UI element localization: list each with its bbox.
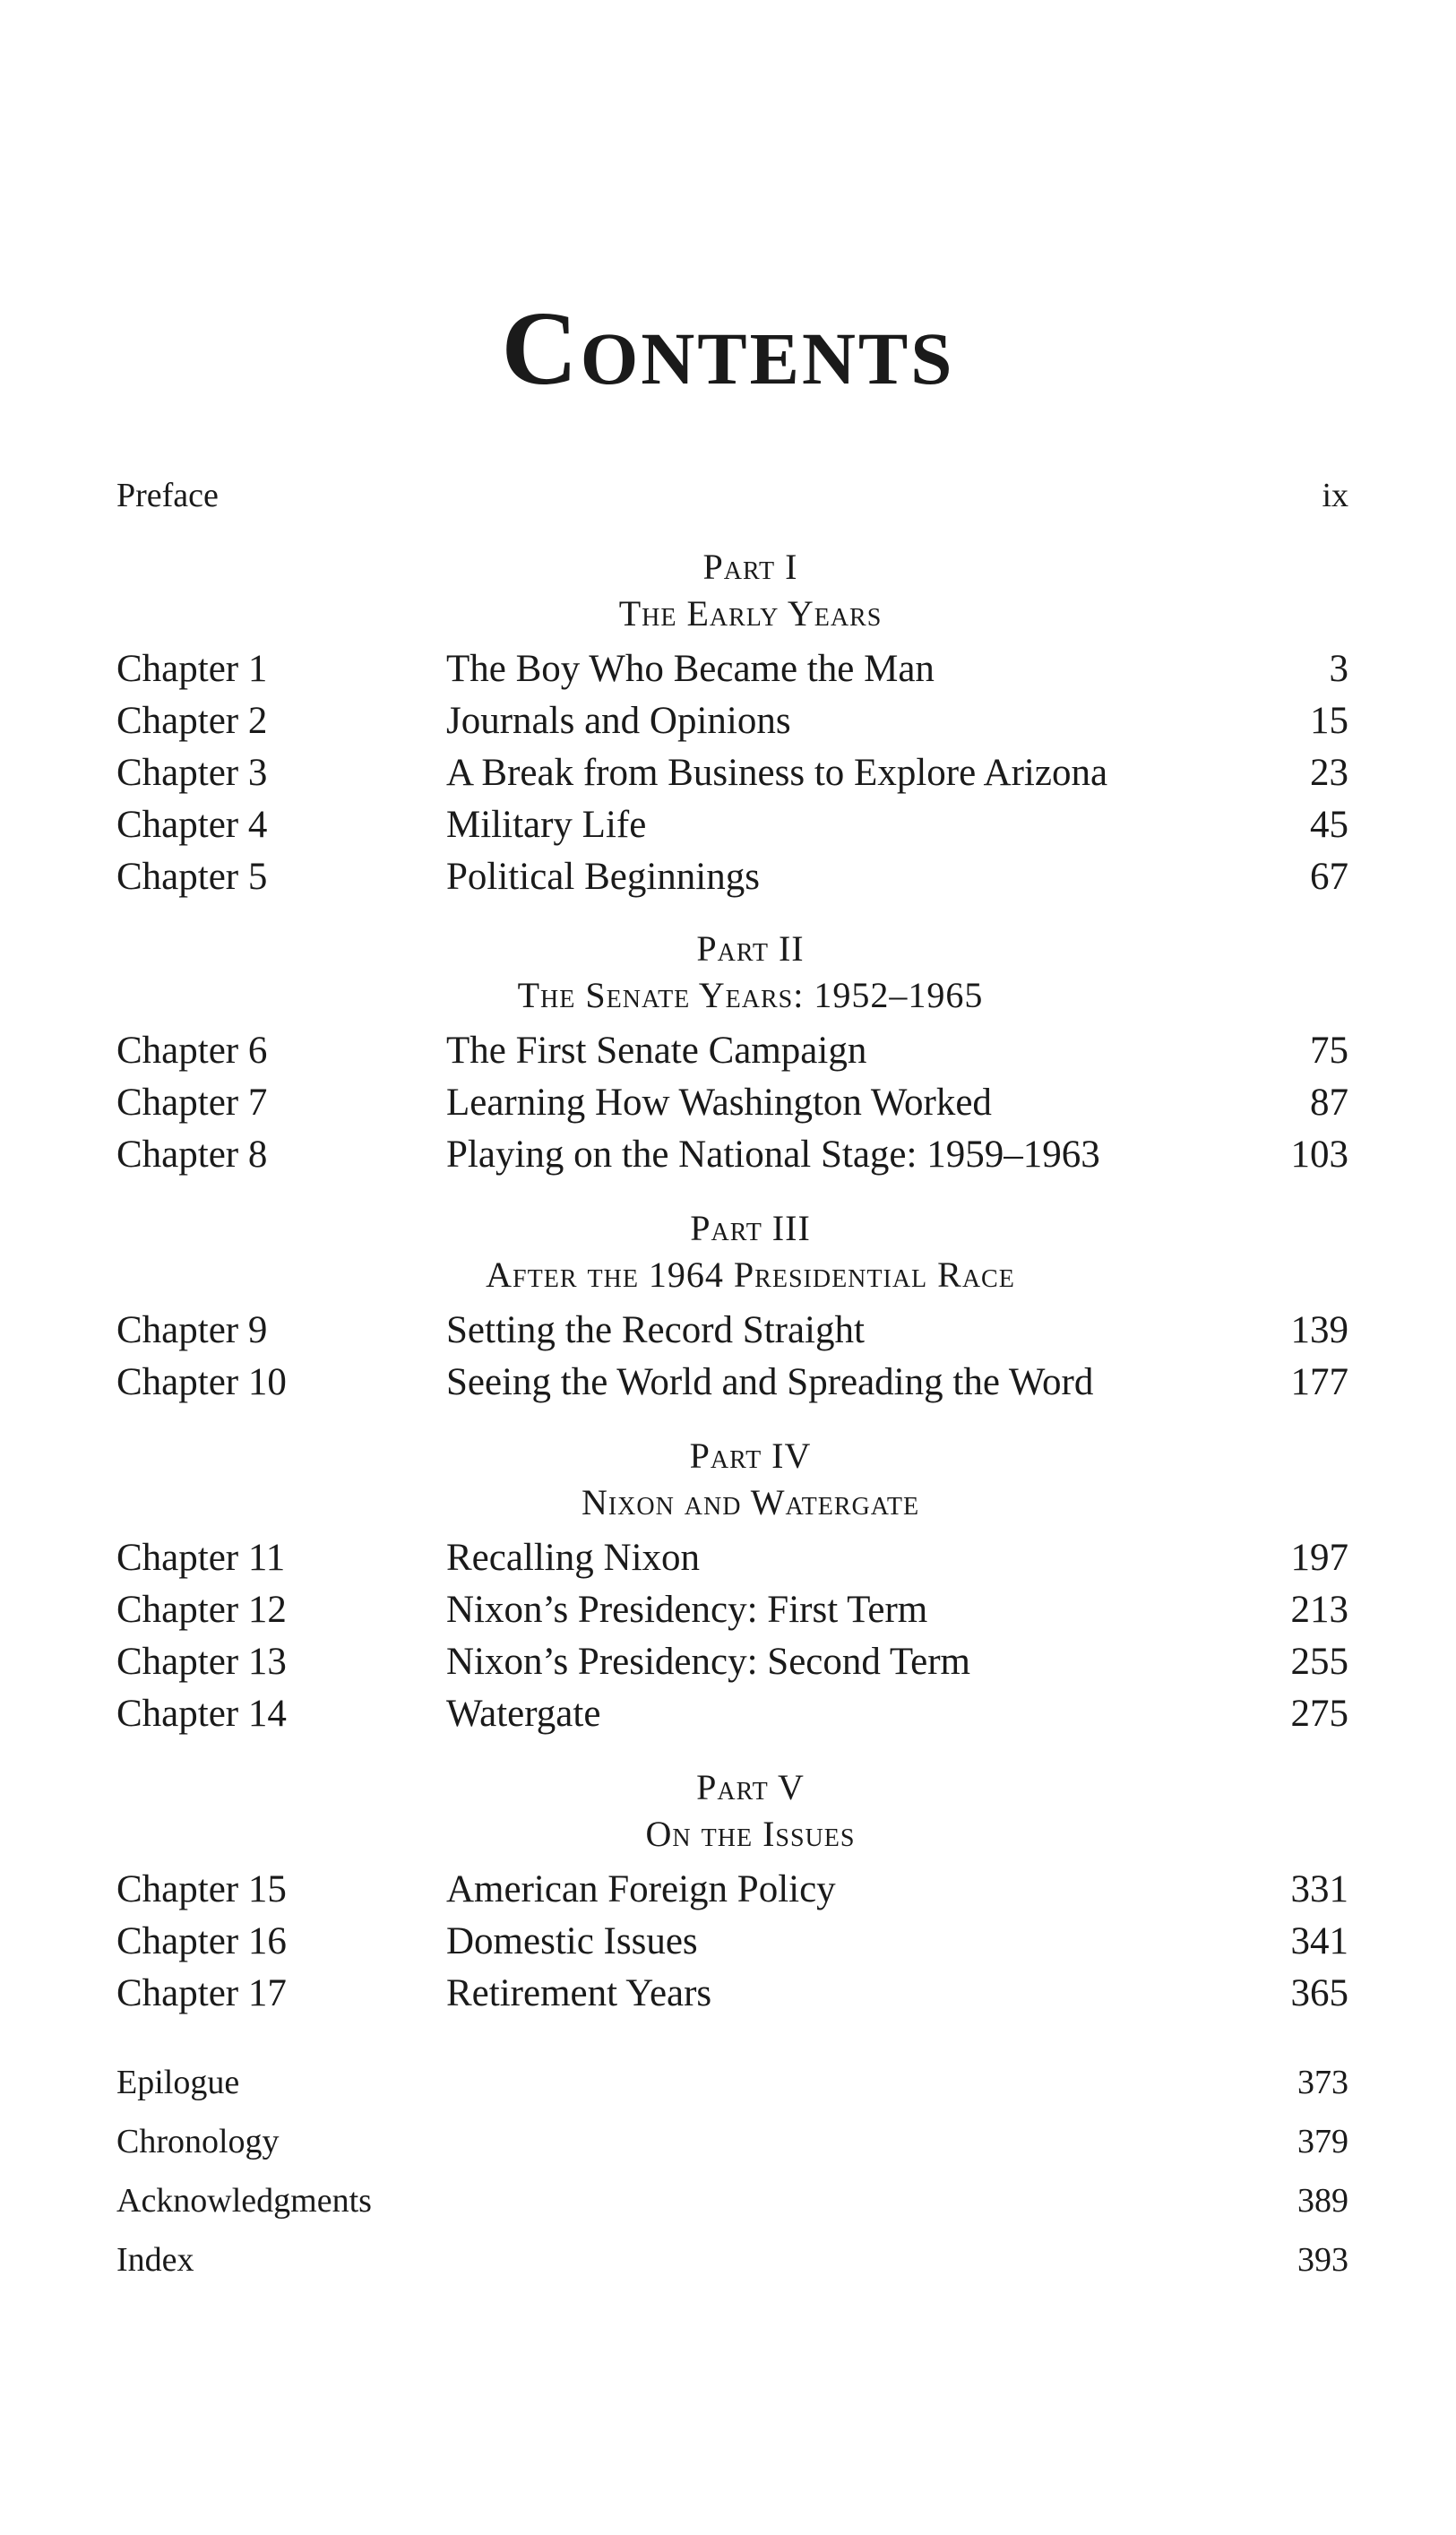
part-title: Nixon and Watergate <box>581 1482 920 1522</box>
chapter-page: 3 <box>1329 648 1348 690</box>
chapter-label: Chapter 9 <box>116 1309 268 1351</box>
entry-page: 389 <box>1297 2182 1348 2220</box>
entry-label: Epilogue <box>116 2064 240 2101</box>
chapter-label: Chapter 4 <box>116 804 268 846</box>
chapter-label: Chapter 6 <box>116 1030 268 1072</box>
chapter-page: 255 <box>1290 1641 1348 1683</box>
chapter-label: Chapter 13 <box>116 1641 287 1683</box>
chapter-title: A Break from Business to Explore Arizona <box>446 752 1108 794</box>
chapter-label: Chapter 15 <box>116 1868 287 1910</box>
toc-entry-chapter[interactable] <box>116 799 1348 851</box>
chapter-page: 75 <box>1310 1030 1348 1072</box>
toc-entry-index[interactable] <box>116 2234 1348 2286</box>
chapter-page: 177 <box>1290 1361 1348 1403</box>
part-label: Part V <box>696 1767 805 1807</box>
toc-entry-chapter[interactable] <box>116 1688 1348 1740</box>
page-title: Contents <box>501 289 955 407</box>
toc-entry-chapter[interactable] <box>116 1916 1348 1968</box>
chapter-label: Chapter 3 <box>116 752 268 794</box>
chapter-page: 23 <box>1310 752 1348 794</box>
toc-entry-chapter[interactable] <box>116 1584 1348 1636</box>
toc-entry-preface[interactable] <box>116 470 1348 522</box>
chapter-label: Chapter 2 <box>116 700 268 742</box>
chapter-label: Chapter 1 <box>116 648 268 690</box>
entry-label: Preface <box>116 477 219 514</box>
toc-entry-chapter[interactable] <box>116 1129 1348 1181</box>
chapter-page: 15 <box>1310 700 1348 742</box>
toc-entry-chronology[interactable] <box>116 2116 1348 2168</box>
chapter-title: Playing on the National Stage: 1959–1963 <box>446 1134 1100 1176</box>
part-label: Part III <box>690 1208 811 1248</box>
entry-page: ix <box>1322 477 1348 514</box>
part-label: Part I <box>702 547 798 587</box>
part-title: The Senate Years: 1952–1965 <box>517 975 984 1015</box>
chapter-title: Political Beginnings <box>446 856 760 898</box>
chapter-title: Military Life <box>446 804 647 846</box>
part-label: Part IV <box>689 1436 812 1476</box>
chapter-page: 103 <box>1290 1134 1348 1176</box>
toc-entry-chapter[interactable] <box>116 1357 1348 1409</box>
chapter-label: Chapter 5 <box>116 856 268 898</box>
toc-entry-chapter[interactable] <box>116 747 1348 799</box>
chapter-title: Recalling Nixon <box>446 1537 701 1579</box>
part-title: The Early Years <box>618 593 883 634</box>
chapter-title: The Boy Who Became the Man <box>446 648 935 690</box>
chapter-page: 45 <box>1310 804 1348 846</box>
chapter-label: Chapter 17 <box>116 1972 287 2014</box>
chapter-page: 197 <box>1290 1537 1348 1579</box>
part-title: On the Issues <box>645 1814 856 1854</box>
part-label: Part II <box>696 928 805 969</box>
chapter-label: Chapter 10 <box>116 1361 287 1403</box>
toc-entry-chapter[interactable] <box>116 1968 1348 2020</box>
toc-entry-acknowledgments[interactable] <box>116 2175 1348 2227</box>
entry-page: 379 <box>1297 2123 1348 2160</box>
toc-entry-chapter[interactable] <box>116 1025 1348 1077</box>
chapter-title: Domestic Issues <box>446 1920 698 1962</box>
chapter-page: 67 <box>1310 856 1348 898</box>
chapter-title: Seeing the World and Spreading the Word <box>446 1361 1094 1403</box>
toc-entry-chapter[interactable] <box>116 1532 1348 1584</box>
chapter-title: The First Senate Campaign <box>446 1030 867 1072</box>
chapter-page: 87 <box>1310 1082 1348 1124</box>
chapter-page: 213 <box>1290 1589 1348 1631</box>
chapter-page: 275 <box>1290 1693 1348 1735</box>
entry-label: Acknowledgments <box>116 2182 372 2220</box>
toc-entry-chapter[interactable] <box>116 643 1348 695</box>
chapter-label: Chapter 12 <box>116 1589 287 1631</box>
toc-entry-chapter[interactable] <box>116 1305 1348 1357</box>
toc-entry-chapter[interactable] <box>116 1636 1348 1688</box>
chapter-title: Retirement Years <box>446 1972 712 2014</box>
chapter-page: 139 <box>1290 1309 1348 1351</box>
toc-entry-chapter[interactable] <box>116 1864 1348 1916</box>
chapter-title: Learning How Washington Worked <box>446 1082 992 1124</box>
entry-page: 373 <box>1297 2064 1348 2101</box>
chapter-title: Setting the Record Straight <box>446 1309 865 1351</box>
entry-label: Chronology <box>116 2123 280 2160</box>
toc-entry-chapter[interactable] <box>116 1077 1348 1129</box>
part-title: After the 1964 Presidential Race <box>486 1255 1015 1295</box>
chapter-title: Journals and Opinions <box>446 700 791 742</box>
chapter-title: Watergate <box>446 1693 601 1735</box>
chapter-label: Chapter 11 <box>116 1537 286 1579</box>
chapter-label: Chapter 7 <box>116 1082 268 1124</box>
chapter-page: 341 <box>1290 1920 1348 1962</box>
chapter-title: Nixon’s Presidency: Second Term <box>446 1641 970 1683</box>
toc-entry-chapter[interactable] <box>116 695 1348 747</box>
chapter-label: Chapter 8 <box>116 1134 268 1176</box>
toc-entry-epilogue[interactable] <box>116 2056 1348 2108</box>
chapter-title: Nixon’s Presidency: First Term <box>446 1589 928 1631</box>
entry-label: Index <box>116 2241 194 2279</box>
entry-page: 393 <box>1297 2241 1348 2279</box>
chapter-label: Chapter 16 <box>116 1920 287 1962</box>
chapter-page: 331 <box>1290 1868 1348 1910</box>
toc-entry-chapter[interactable] <box>116 851 1348 903</box>
chapter-label: Chapter 14 <box>116 1693 287 1735</box>
chapter-page: 365 <box>1290 1972 1348 2014</box>
chapter-title: American Foreign Policy <box>446 1868 836 1910</box>
